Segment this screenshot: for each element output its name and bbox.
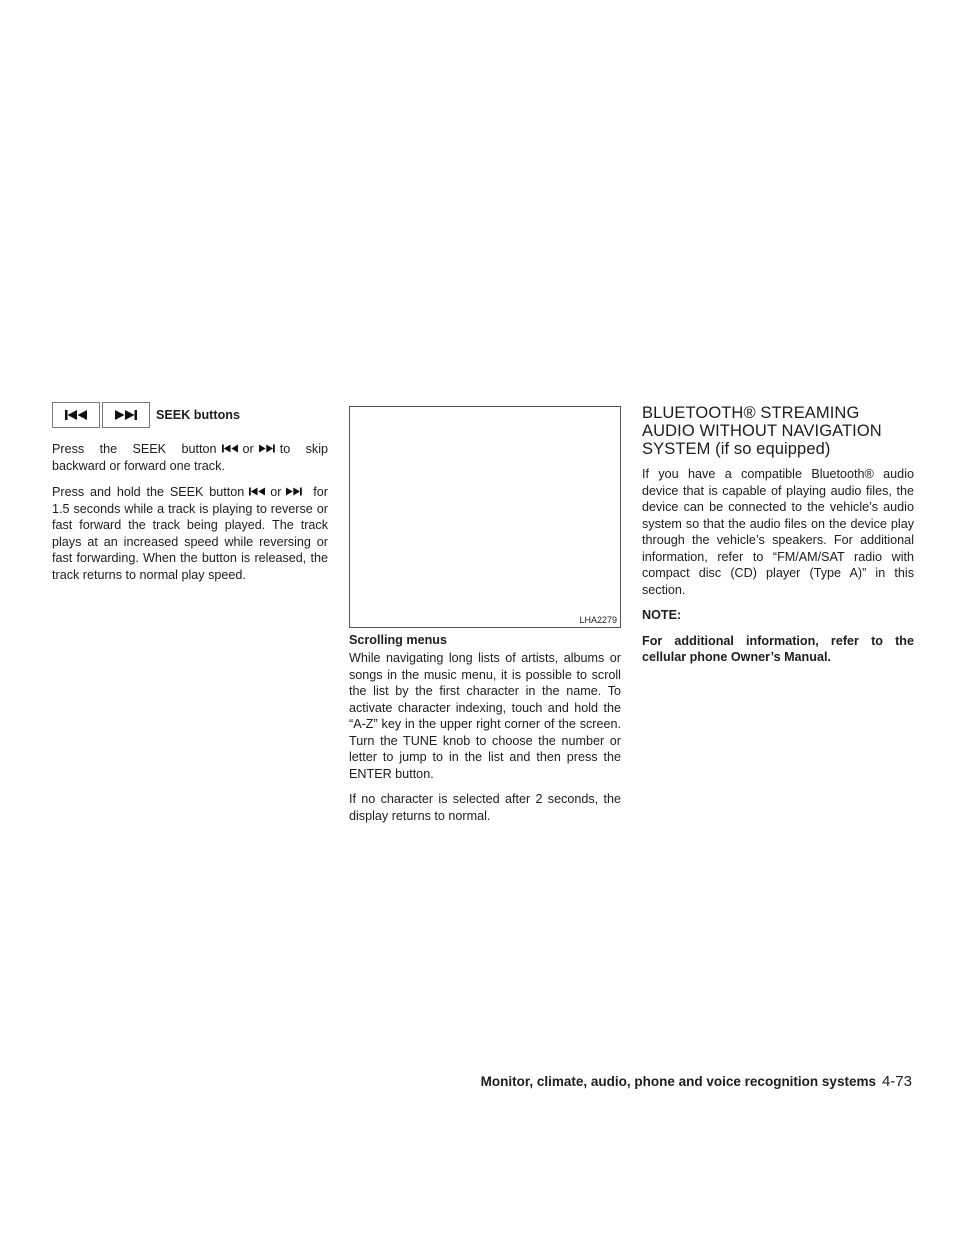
bluetooth-heading: BLUETOOTH® STREAMING AUDIO WITHOUT NAVIGATION SYSTEM (if so equipped) (642, 404, 882, 458)
footer-section-title: Monitor, climate, audio, phone and voice recognition systems (480, 1074, 876, 1089)
figure-placeholder (349, 406, 621, 628)
scrolling-section (349, 406, 621, 833)
page-footer (481, 1073, 912, 1090)
scrolling-menus-heading: Scrolling menus (349, 633, 447, 647)
seek-paragraph-1: Press the SEEK button or to skip backward or forward one track. (52, 442, 328, 473)
seek-buttons-row (52, 402, 328, 428)
skip-back-icon (217, 440, 243, 457)
skip-forward-icon (254, 440, 280, 457)
note-body: For additional information, refer to the cellular phone Owner’s Manual. (642, 633, 914, 664)
bluetooth-section (642, 404, 914, 675)
page-number: 4-73 (881, 1073, 912, 1090)
bluetooth-paragraph: If you have a compatible Bluetooth® audio device that is capable of playing audio files, the device can be connected to the vehicle’s audio system so that the audio files on the device play through the vehicle’s speakers. For additional information, refer to “FM/AM/SAT radio with compact disc (CD) player (Type A)” in this section. (642, 467, 914, 597)
skip-back-button (52, 402, 100, 428)
skip-back-icon (63, 409, 89, 421)
skip-forward-icon (281, 483, 307, 500)
skip-back-icon (244, 483, 270, 500)
skip-forward-icon (113, 409, 139, 421)
seek-buttons-title: SEEK buttons (156, 407, 240, 422)
scrolling-paragraph-1: While navigating long lists of artists, albums or songs in the music menu, it is possible to scroll the list by the first character in the name. To activate character indexing, touch and hold the “A-Z” key in the upper right corner of the screen. Turn the TUNE knob to choose the number or letter to jump to in the list and then press the ENTER button. (349, 651, 621, 781)
skip-forward-button (102, 402, 150, 428)
seek-paragraph-2: Press and hold the SEEK button or for 1.5 seconds while a track is playing to reverse or fast forward the track being played. The track plays at an increased speed while reversing or fast forwarding. When the button is released, the track returns to normal play speed. (52, 485, 328, 582)
seek-section (52, 402, 328, 592)
scrolling-paragraph-2: If no character is selected after 2 seconds, the display returns to normal. (349, 792, 621, 823)
figure-code: LHA2279 (579, 615, 617, 625)
note-label: NOTE: (642, 608, 682, 622)
